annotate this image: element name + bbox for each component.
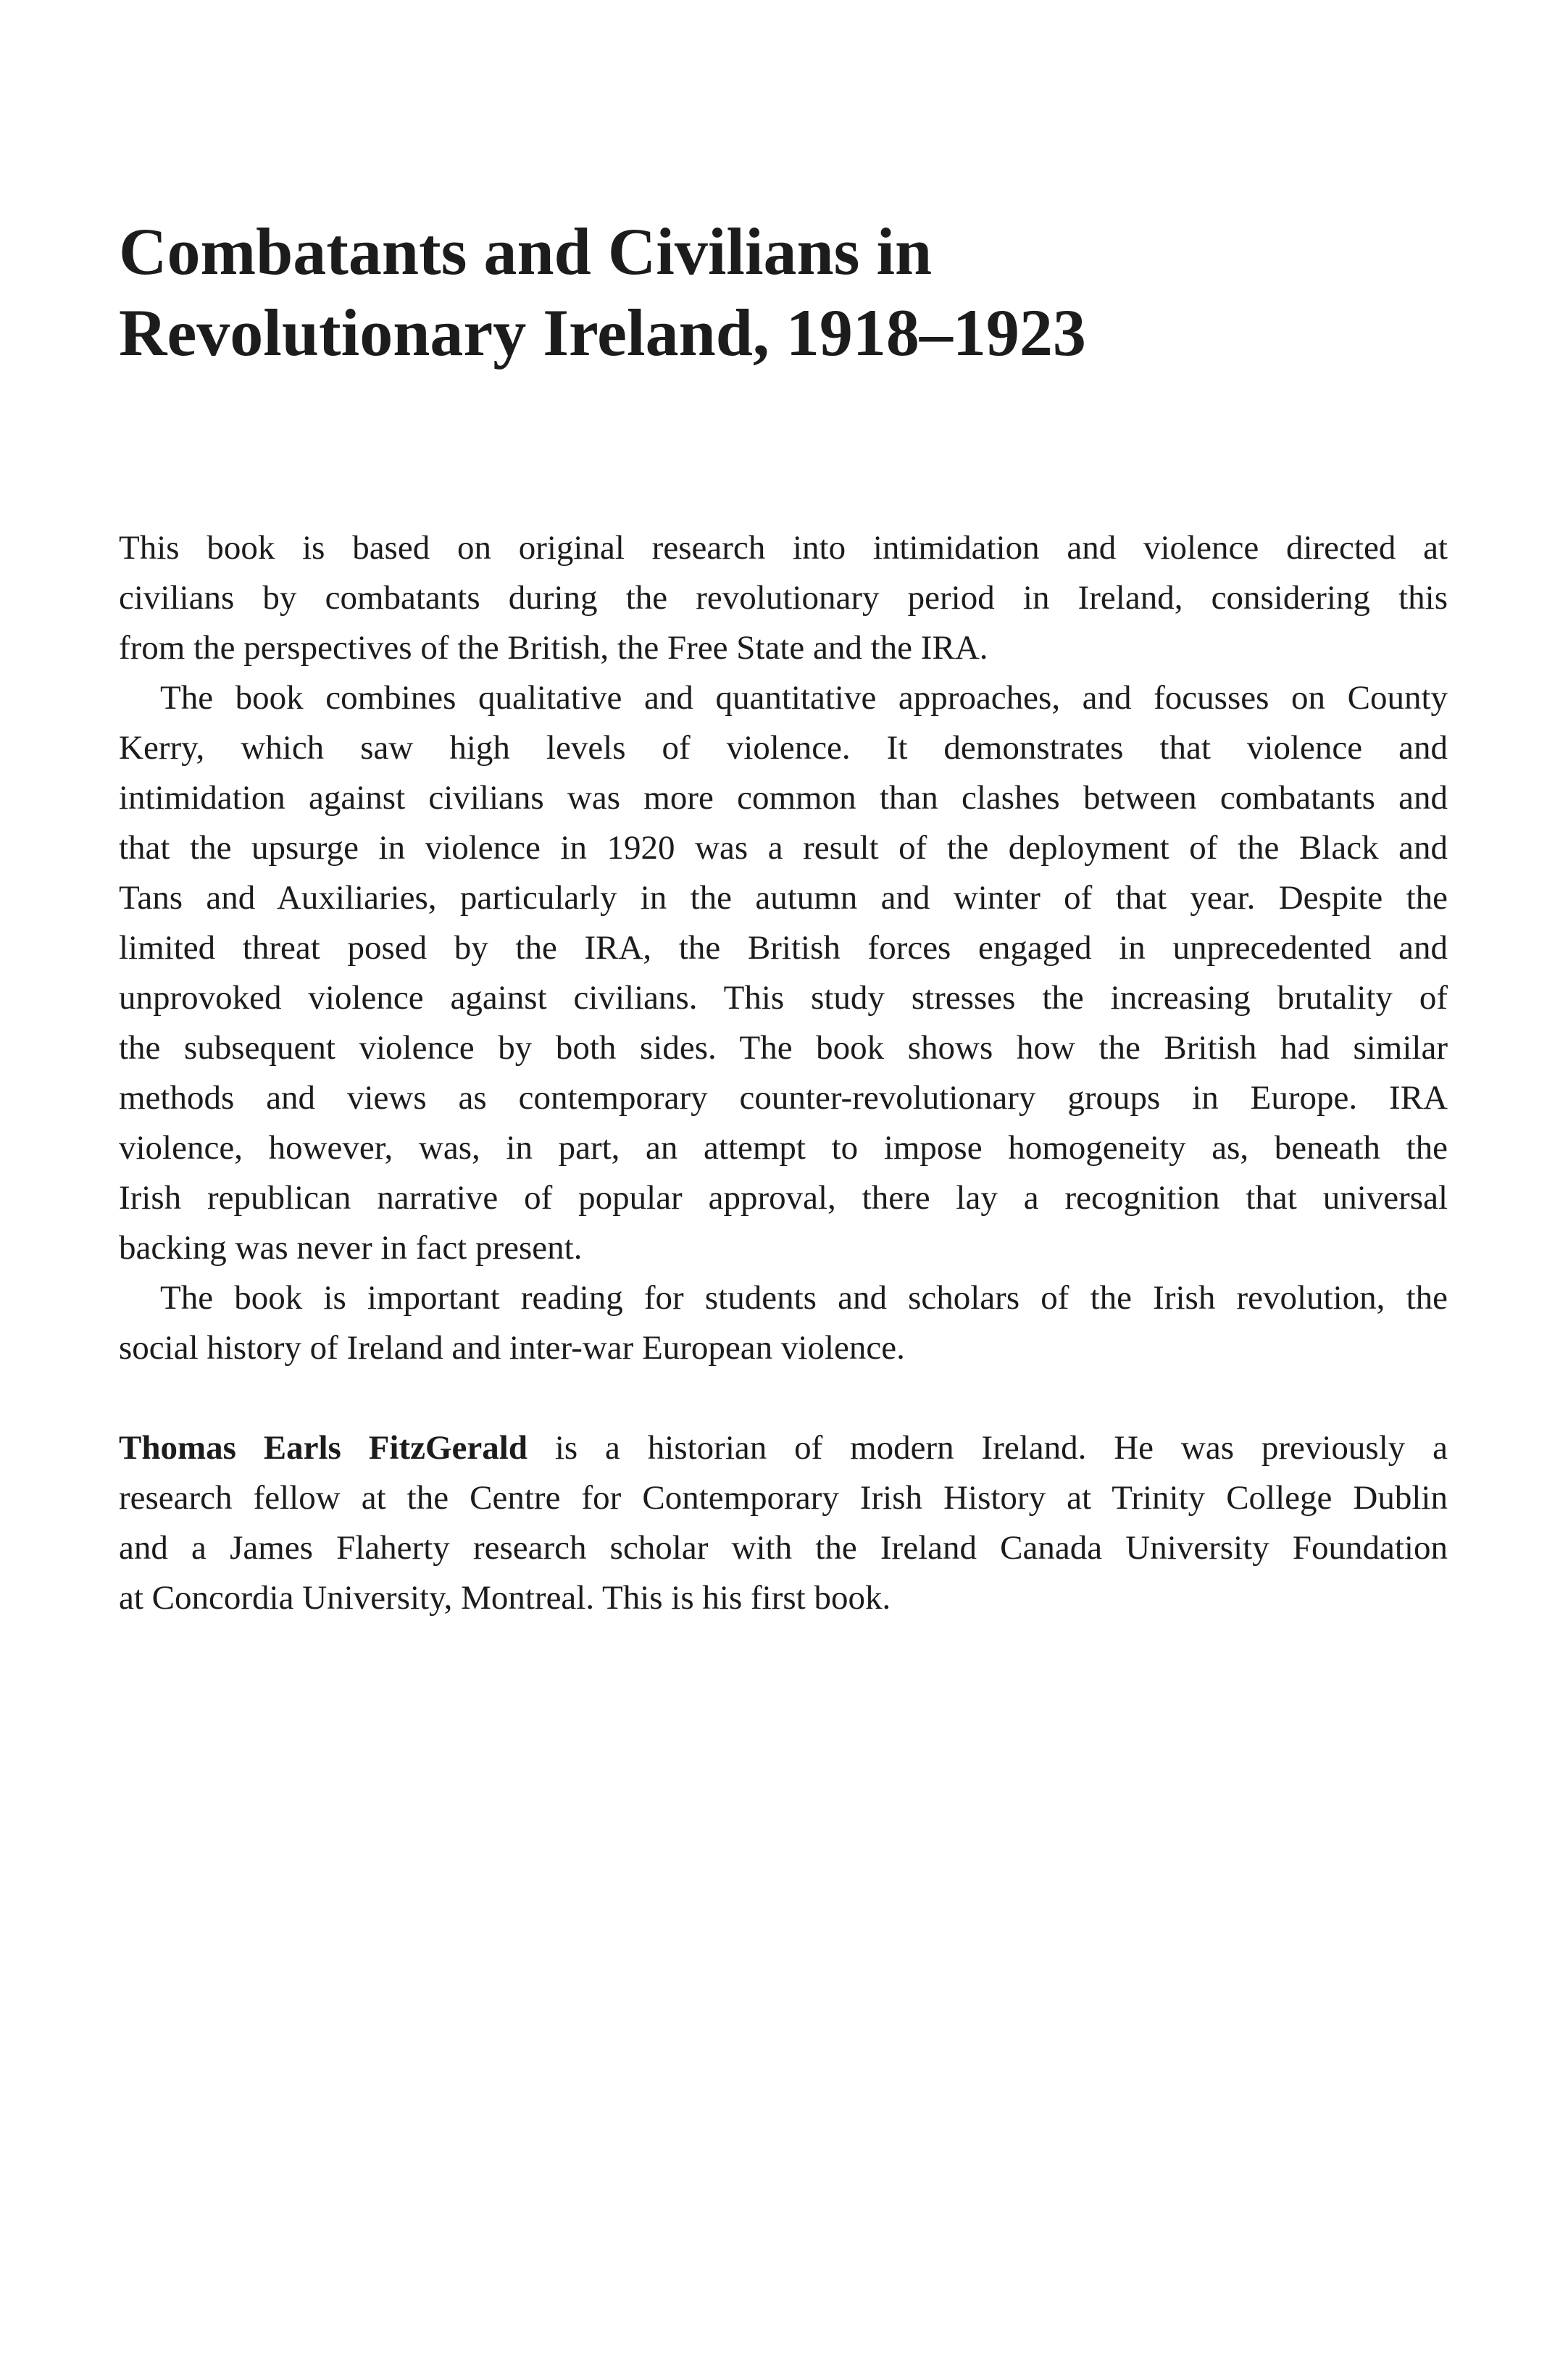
text-line: The book combines qualitative and quantitative approaches, and focusses on County (160, 679, 1448, 717)
text-line: at Concordia University, Montreal. This is his first book. (119, 1579, 891, 1617)
author-bio (119, 1423, 1448, 1623)
page-content (119, 0, 1448, 1623)
text-line: Revolutionary Ireland, 1918–1923 (119, 296, 1086, 370)
text-line: violence, however, was, in part, an attempt to impose homogeneity as, beneath the (119, 1129, 1448, 1167)
text-line: unprovoked violence against civilians. This study stresses the increasing brutality of (119, 979, 1448, 1017)
text-line: Combatants and Civilians in (119, 214, 933, 288)
author-name: Thomas Earls FitzGerald (119, 1429, 527, 1467)
text-line: Thomas Earls FitzGerald is a historian of modern Ireland. He was previously a (119, 1429, 1448, 1467)
text-line: intimidation against civilians was more common than clashes between combatants and (119, 779, 1448, 817)
text-line: from the perspectives of the British, the Free State and the IRA. (119, 629, 988, 667)
text-line: The book is important reading for students and scholars of the Irish revolution, the (160, 1279, 1448, 1317)
blurb-paragraph (119, 1273, 1448, 1373)
text-line: research fellow at the Centre for Contemporary Irish History at Trinity College Dublin (119, 1479, 1448, 1517)
text-line: limited threat posed by the IRA, the British forces engaged in unprecedented and (119, 929, 1448, 967)
text-line: social history of Ireland and inter-war European violence. (119, 1329, 905, 1367)
book-blurb (119, 523, 1448, 1373)
text-line: Kerry, which saw high levels of violence. It demonstrates that violence and (119, 729, 1448, 767)
text-line: Tans and Auxiliaries, particularly in the autumn and winter of that year. Despite the (119, 879, 1448, 917)
book-title (119, 211, 1448, 373)
text-line: the subsequent violence by both sides. The book shows how the British had similar (119, 1029, 1448, 1067)
text-line: backing was never in fact present. (119, 1229, 583, 1267)
blurb-paragraph (119, 523, 1448, 673)
text-line: civilians by combatants during the revolutionary period in Ireland, considering this (119, 579, 1448, 617)
text-line: Irish republican narrative of popular approval, there lay a recognition that universal (119, 1179, 1448, 1217)
text-line: This book is based on original research into intimidation and violence directed at (119, 529, 1448, 567)
text-line: that the upsurge in violence in 1920 was a result of the deployment of the Black and (119, 829, 1448, 867)
blurb-paragraph (119, 673, 1448, 1273)
text-line: and a James Flaherty research scholar with the Ireland Canada University Foundation (119, 1529, 1448, 1567)
text-line: methods and views as contemporary counter-revolutionary groups in Europe. IRA (119, 1079, 1448, 1117)
